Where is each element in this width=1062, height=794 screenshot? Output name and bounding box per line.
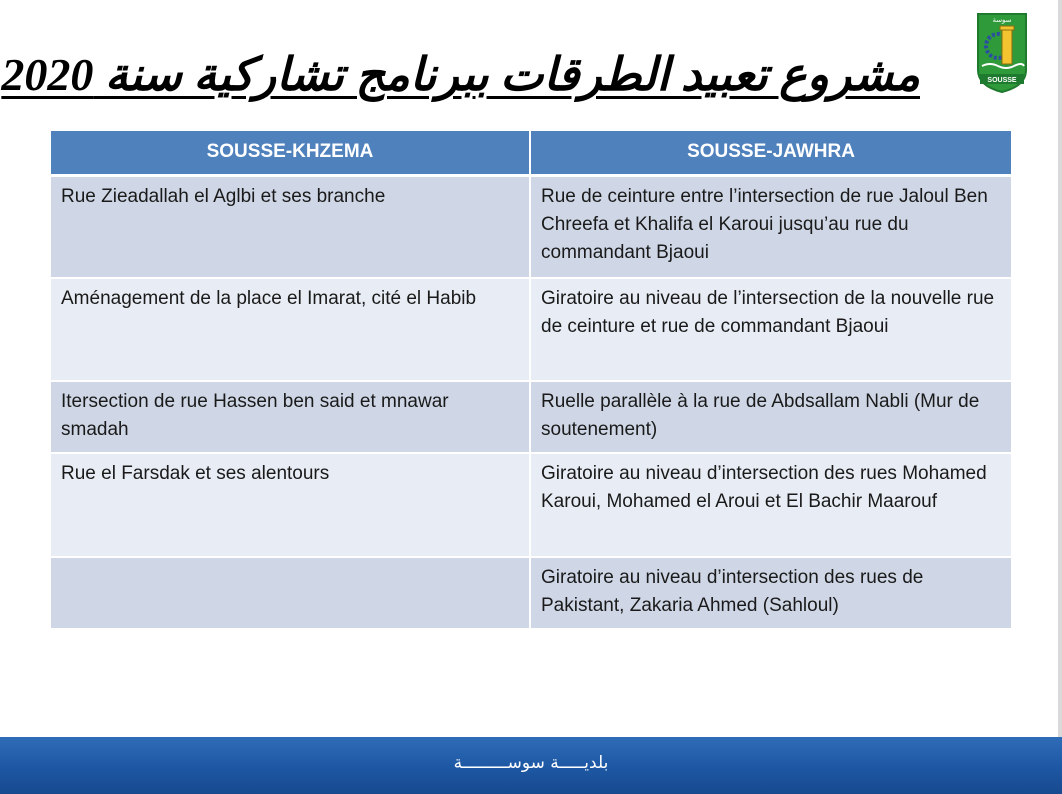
slide-title: مشروع تعبيد الطرقات ببرنامج تشاركية سنة 2020	[1, 49, 920, 100]
footer-text: بلديـــــة سوســـــــــة	[453, 753, 609, 773]
table-row	[51, 381, 1011, 453]
table-header-row	[51, 131, 1011, 175]
table-row	[51, 453, 1011, 557]
cell-jawhra: Giratoire au niveau d’intersection des rues de Pakistant, Zakaria Ahmed (Sahloul)	[530, 557, 1011, 629]
cell-khzema	[51, 557, 530, 629]
header-jawhra: SOUSSE-JAWHRA	[530, 131, 1011, 175]
header-khzema: SOUSSE-KHZEMA	[51, 131, 530, 175]
table-row	[51, 557, 1011, 629]
logo-bottom-text: SOUSSE	[987, 77, 1017, 84]
cell-khzema: Rue Zieadallah el Aglbi et ses branche	[51, 175, 530, 278]
slide-edge	[1058, 0, 1062, 740]
logo-top-text: سوسة	[992, 16, 1012, 24]
cell-jawhra: Rue de ceinture entre l’intersection de rue Jaloul Ben Chreefa et Khalifa el Karoui jusqu’au rue du commandant Bjaoui	[530, 175, 1011, 278]
cell-jawhra: Giratoire au niveau de l’intersection de la nouvelle rue de ceinture et rue de commandant Bjaoui	[530, 278, 1011, 381]
table-row	[51, 175, 1011, 278]
cell-jawhra: Giratoire au niveau d’intersection des rues Mohamed Karoui, Mohamed el Aroui et El Bachir Maarouf	[530, 453, 1011, 557]
cell-khzema: Itersection de rue Hassen ben said et mnawar smadah	[51, 381, 530, 453]
footer-bar	[0, 737, 1062, 794]
cell-jawhra: Ruelle parallèle à la rue de Abdsallam Nabli (Mur de soutenement)	[530, 381, 1011, 453]
roads-table	[51, 131, 1011, 630]
cell-khzema: Rue el Farsdak et ses alentours	[51, 453, 530, 557]
cell-khzema: Aménagement de la place el Imarat, cité el Habib	[51, 278, 530, 381]
sousse-logo	[976, 12, 1028, 94]
table-row	[51, 278, 1011, 381]
